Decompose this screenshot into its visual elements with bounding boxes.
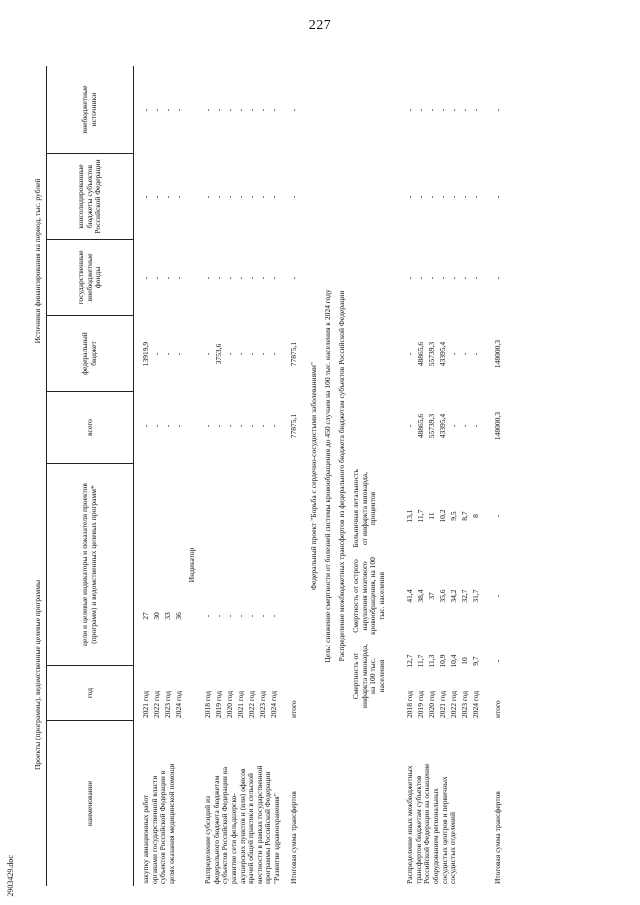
header-consolidated-budgets: консолидированные бюджеты субъектов Российской Федерации [47, 154, 133, 240]
year-cell: 2022 год [152, 690, 161, 718]
extra-cell: - [416, 108, 425, 112]
state-funds-cell: - [163, 276, 172, 280]
year-cell: 2019 год [416, 690, 425, 718]
year-cell: 2024 год [269, 690, 278, 718]
extra-cell: - [203, 108, 212, 112]
year-cell: 2021 год [141, 690, 150, 718]
federal-cell: 55739,3 [427, 341, 436, 367]
federal-cell: - [225, 352, 234, 356]
consolidated-cell: - [141, 195, 150, 199]
consolidated-cell: - [203, 195, 212, 199]
extra-cell: - [289, 108, 298, 112]
header-name: наименование [84, 780, 94, 827]
header-goals: цели и целевые индикаторы и показатели проектов (программ) и ведомственных целевых программ* [47, 464, 133, 666]
consolidated-cell: - [174, 195, 183, 199]
federal-cell: 148000,3 [493, 339, 502, 369]
table-row [461, 66, 472, 886]
consolidated-cell: - [405, 195, 414, 199]
block2-name-line: развитие сети фельдшерско- [228, 793, 238, 884]
federal-cell: - [236, 352, 245, 356]
year-cell: 2023 год [460, 690, 469, 718]
table-row [270, 66, 281, 886]
indicator-label: Индикатор [187, 547, 196, 583]
consolidated-cell: - [214, 195, 223, 199]
table-row [211, 66, 226, 886]
goal-cell: - [247, 614, 256, 618]
table-row [164, 66, 175, 886]
extra-cell: - [247, 108, 256, 112]
federal-cell: - [203, 352, 212, 356]
state-funds-cell: - [460, 276, 469, 280]
block2-name-line: врачей общей практики в сельской [246, 772, 256, 884]
state-funds-cell: - [289, 276, 298, 280]
federal-cell: 77875,1 [289, 341, 298, 367]
table-row [439, 66, 450, 886]
goal-cell: 30 [152, 612, 161, 620]
extra-cell: - [152, 108, 161, 112]
consolidated-cell: - [225, 195, 234, 199]
consolidated-cell: - [152, 195, 161, 199]
federal-cell: - [460, 352, 469, 356]
consolidated-cell: - [427, 195, 436, 199]
consolidated-cell: - [258, 195, 267, 199]
indicator-1-cell: - [493, 659, 502, 663]
year-cell: 2024 год [174, 690, 183, 718]
table-row [259, 66, 270, 886]
block3-name-line: трансфертов бюджетам субъектов [413, 775, 423, 884]
indicator-2-cell: 35,6 [438, 589, 447, 603]
consolidated-cell: - [460, 195, 469, 199]
federal-cell: 43395,4 [438, 341, 447, 367]
year-cell: 2022 год [449, 690, 458, 718]
goal-cell: 36 [174, 612, 183, 620]
total-year: итого [493, 700, 502, 718]
block1-name-line: закупку авиационных работ [141, 794, 150, 884]
extra-cell: - [225, 108, 234, 112]
total-cell: - [214, 424, 223, 428]
total-cell: - [269, 424, 278, 428]
total-cell: 55739,3 [427, 413, 436, 439]
indicator-3-cell: 8,7 [460, 511, 469, 521]
total-cell: - [460, 424, 469, 428]
state-funds-cell: - [141, 276, 150, 280]
extra-cell: - [214, 108, 223, 112]
total-cell: - [449, 424, 458, 428]
header-total: всего [47, 392, 133, 464]
total-cell: 148000,3 [493, 411, 502, 441]
goal-cell: - [269, 614, 278, 618]
table-row [149, 66, 164, 886]
state-funds-cell: - [225, 276, 234, 280]
indicator-header-3: Больничная летальность от инфаркта миокарда, процентов [351, 469, 378, 548]
table-row [204, 66, 215, 886]
indicator-1-cell: 12,7 [405, 654, 414, 668]
consolidated-cell: - [269, 195, 278, 199]
header-projects-title: Проекты (программы), ведомственные целевые программы [33, 579, 42, 771]
state-funds-cell: - [269, 276, 278, 280]
total-cell: - [247, 424, 256, 428]
table-row [472, 66, 483, 886]
indicator-2-cell: 32,7 [460, 589, 469, 603]
block2-name-line: субъектов Российской Федерации на [220, 766, 230, 884]
total-cell: - [203, 424, 212, 428]
extra-cell: - [449, 108, 458, 112]
distribution-text: Распределение межбюджетных трансфертов из федерального бюджета бюджетам субъектов Российской Федерации [337, 290, 346, 662]
state-funds-cell: - [493, 276, 502, 280]
federal-cell: - [152, 352, 161, 356]
goal-text: Цель: снижение смертности от болезней системы кровообращения до 450 случаев на 100 тыс. населения к 2024 году [323, 289, 332, 663]
indicator-1-cell: 10,9 [438, 654, 447, 668]
extra-cell: - [438, 108, 447, 112]
year-cell: 2020 год [427, 690, 436, 718]
federal-cell: - [174, 352, 183, 356]
table-row [226, 66, 237, 886]
indicator-3-cell: 8 [471, 514, 480, 518]
indicator-1-cell: 9,7 [471, 656, 480, 666]
state-funds-cell: - [214, 276, 223, 280]
table-row [413, 66, 428, 886]
total-label: Итоговая сумма трансфертов [493, 791, 502, 884]
indicator-2-cell: 31,7 [471, 589, 480, 603]
total-cell: - [471, 424, 480, 428]
block1-name-line: субъектов Российской Федерации в [158, 770, 168, 884]
consolidated-cell: - [289, 195, 298, 199]
total-cell: 43395,4 [438, 413, 447, 439]
block3-name-line: Распределение иных межбюджетных [405, 765, 414, 884]
goal-cell: - [225, 614, 234, 618]
header-state-funds: государственные внебюджетные фонды [47, 240, 133, 316]
federal-cell: - [163, 352, 172, 356]
state-funds-cell: - [416, 276, 425, 280]
table-row [142, 66, 153, 886]
indicator-3-cell: 11 [427, 512, 436, 520]
table-row [237, 66, 248, 886]
rotated-table-page [34, 66, 606, 886]
consolidated-cell: - [247, 195, 256, 199]
table-row [450, 66, 461, 886]
extra-cell: - [405, 108, 414, 112]
goal-cell: - [258, 614, 267, 618]
block3-name-line: сосудистых отделений [448, 812, 458, 884]
header-extra-sources: внебюджетные источники [47, 66, 133, 154]
consolidated-cell: - [449, 195, 458, 199]
goal-cell: 33 [163, 612, 172, 620]
block3-name-line: оборудованием региональных [430, 788, 440, 884]
total-cell: - [236, 424, 245, 428]
federal-cell: - [247, 352, 256, 356]
indicator-1-cell: 10,4 [449, 654, 458, 668]
indicator-header-1: Смертность от инфаркта миокарда, на 100 тыс. населения [351, 643, 386, 709]
total-cell: 48865,6 [416, 413, 425, 439]
header-year: год [47, 666, 133, 721]
federal-cell: 3753,6 [214, 343, 223, 365]
total-cell: - [163, 424, 172, 428]
extra-cell: - [141, 108, 150, 112]
indicator-2-cell: 41,4 [405, 589, 414, 603]
block2-name-line: акушерских пунктов и (или) офисов [237, 768, 247, 884]
block2-name-line: "Развитие здравоохранения" [272, 793, 281, 884]
federal-cell: - [449, 352, 458, 356]
year-cell: 2018 год [203, 690, 212, 718]
year-cell: 2023 год [163, 690, 172, 718]
goal-cell: - [214, 614, 223, 618]
indicator-3-cell: - [493, 514, 502, 518]
federal-project-title: Федеральный проект "Борьба с сердечно-сосудистыми заболеваниями" [309, 362, 318, 590]
consolidated-cell: - [163, 195, 172, 199]
consolidated-cell: - [493, 195, 502, 199]
indicator-header-2: Смертность от острого нарушения мозгового кровообращения, на 100 тыс. населения [351, 557, 386, 635]
indicator-2-cell: 37 [427, 592, 436, 600]
indicator-1-cell: 11,7 [416, 654, 425, 668]
state-funds-cell: - [236, 276, 245, 280]
extra-cell: - [269, 108, 278, 112]
total-cell: - [152, 424, 161, 428]
block3-name-line: сосудистых центров и первичных [439, 776, 449, 884]
state-funds-cell: - [152, 276, 161, 280]
indicator-2-cell: 34,2 [449, 589, 458, 603]
extra-cell: - [163, 108, 172, 112]
indicator-3-cell: 13,1 [405, 509, 414, 523]
total-row [494, 66, 505, 886]
total-cell: - [225, 424, 234, 428]
extra-cell: - [258, 108, 267, 112]
extra-cell: - [471, 108, 480, 112]
total-cell: - [405, 424, 414, 428]
extra-cell: - [174, 108, 183, 112]
total-cell: - [174, 424, 183, 428]
year-cell: 2023 год [258, 690, 267, 718]
year-cell: 2019 год [214, 690, 223, 718]
year-cell: 2022 год [247, 690, 256, 718]
state-funds-cell: - [427, 276, 436, 280]
state-funds-cell: - [174, 276, 183, 280]
state-funds-cell: - [258, 276, 267, 280]
state-funds-cell: - [449, 276, 458, 280]
header-sources-title: Источники финансирования на период, тыс. рублей [33, 178, 42, 344]
table-row [175, 66, 186, 886]
total-cell: 77875,1 [289, 413, 298, 439]
block1-name-line: целях оказания медицинской помощи [166, 763, 176, 884]
table-row [428, 66, 439, 886]
total-year: итого [289, 700, 298, 718]
block3-name-line: Российской Федерации на оснащение [422, 763, 432, 884]
total-row [290, 66, 301, 886]
block2-name-line: федерального бюджета бюджетам [211, 775, 221, 884]
year-cell: 2021 год [236, 690, 245, 718]
federal-cell: - [405, 352, 414, 356]
federal-cell: - [269, 352, 278, 356]
goal-cell: - [236, 614, 245, 618]
goal-cell: 27 [141, 612, 150, 620]
state-funds-cell: - [405, 276, 414, 280]
consolidated-cell: - [471, 195, 480, 199]
consolidated-cell: - [416, 195, 425, 199]
extra-cell: - [236, 108, 245, 112]
indicator-1-cell: 10 [460, 657, 469, 665]
total-cell: - [258, 424, 267, 428]
federal-cell: - [471, 352, 480, 356]
total-label: Итоговая сумма трансфертов [289, 791, 298, 884]
state-funds-cell: - [438, 276, 447, 280]
year-cell: 2024 год [471, 690, 480, 718]
block2-name-line: местности в рамках государственной [254, 765, 264, 884]
indicator-3-cell: 11,7 [416, 509, 425, 523]
federal-cell: 13919,9 [141, 341, 150, 367]
footer-file-name: 2903429.doc [6, 855, 15, 897]
state-funds-cell: - [203, 276, 212, 280]
extra-cell: - [460, 108, 469, 112]
table-row [248, 66, 259, 886]
extra-cell: - [493, 108, 502, 112]
rotated-sheet [34, 66, 606, 886]
year-cell: 2020 год [225, 690, 234, 718]
indicator-2-cell: - [493, 594, 502, 598]
header-federal-budget: федеральный бюджет [47, 316, 133, 392]
indicator-2-cell: 38,4 [416, 589, 425, 603]
state-funds-cell: - [247, 276, 256, 280]
block2-name-line: программы Российской Федерации [263, 771, 273, 884]
consolidated-cell: - [438, 195, 447, 199]
federal-cell: 48865,6 [416, 341, 425, 367]
indicator-1-cell: 11,3 [427, 654, 436, 668]
indicator-3-cell: 10,2 [438, 509, 447, 523]
year-cell: 2018 год [405, 690, 414, 718]
page-number: 227 [308, 18, 332, 33]
block2-name-line: Распределение субсидий из [203, 795, 212, 884]
state-funds-cell: - [471, 276, 480, 280]
table-row [406, 66, 417, 886]
table-header-row [46, 66, 134, 886]
goal-cell: - [203, 614, 212, 618]
block1-name-line: органами государственной власти [149, 775, 159, 884]
extra-cell: - [427, 108, 436, 112]
indicator-3-cell: 9,5 [449, 511, 458, 521]
year-cell: 2021 год [438, 690, 447, 718]
total-cell: - [141, 424, 150, 428]
federal-cell: - [258, 352, 267, 356]
consolidated-cell: - [236, 195, 245, 199]
